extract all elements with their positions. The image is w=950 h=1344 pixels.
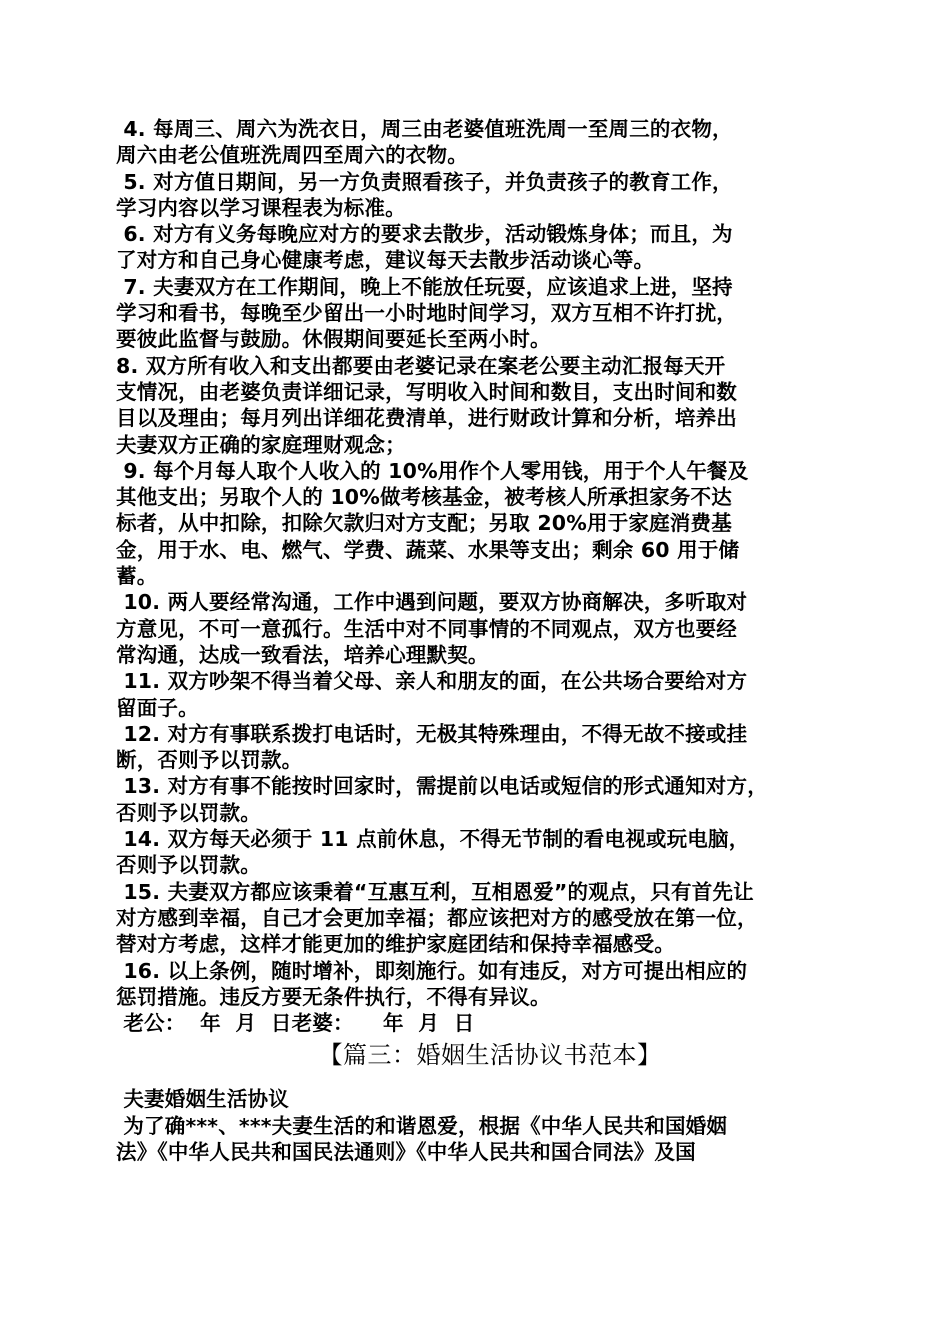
clause-13: 13. 对方有事不能按时回家时，需提前以电话或短信的形式通知对方， 否则予以罚款。 (116, 774, 768, 825)
document-body (116, 116, 844, 1165)
clause-4: 4. 每周三、周六为洗衣日，周三由老婆值班洗周一至周三的衣物， 周六由老公值班洗周四至周六的衣物。 (116, 117, 733, 168)
clause-10: 10. 两人要经常沟通，工作中遇到问题，要双方协商解决，多听取对 方意见，不可一意孤行。生活中对不同事情的不同观点，双方也要经 常沟通，达成一致看法，培养心理默契。 (116, 590, 748, 667)
agreement-intro: 为了确***、***夫妻生活的和谐恩爱，根据《中华人民共和国婚姻 法》《中华人民共和国民法通则》《中华人民共和国合同法》及国 (116, 1113, 728, 1164)
clause-11: 11. 双方吵架不得当着父母、亲人和朋友的面，在公共场合要给对方 留面子。 (116, 669, 748, 720)
clause-8: 8. 双方所有收入和支出都要由老婆记录在案老公要主动汇报每天开 支情况，由老婆负责详细记录，写明收入时间和数目，支出时间和数 目以及理由；每月列出详细花费清单，进行财政计算和分析，培养出 夫妻双方正确的家庭理财观念； (116, 353, 737, 457)
clause-7: 7. 夫妻双方在工作期间，晚上不能放任玩耍，应该追求上进，坚持 学习和看书，每晚至少留出一小时地时间学习，双方互相不许打扰， 要彼此监督与鼓励。休假期间要延长至两小时。 (116, 274, 737, 352)
spacer (116, 1072, 844, 1086)
clause-9: 9. 每个月每人取个人收入的 10%用作个人零用钱，用于个人午餐及 其他支出；另取个人的 10%做考核基金，被考核人所承担家务不达 标者，从中扣除，扣除欠款归对方支配；另取 20%用于家庭消费基 金，用于水、电、燃气、学费、蔬菜、水果等支出；剩余 60 用于储 蓄。 (116, 458, 749, 589)
clause-16: 16. 以上条例，随时增补，即刻施行。如有违反，对方可提出相应的 惩罚措施。违反方要无条件执行，不得有异议。 (116, 958, 748, 1009)
clause-6: 6. 对方有义务每晚应对方的要求去散步，活动锻炼身体；而且，为 了对方和自己身心健康考虑，建议每天去散步活动谈心等。 (116, 222, 733, 273)
section-title: 【篇三：婚姻生活协议书范本】 (318, 1041, 662, 1070)
clause-12: 12. 对方有事联系拨打电话时，无极其特殊理由，不得无故不接或挂 断，否则予以罚款。 (116, 721, 748, 773)
clause-15: 15. 夫妻双方都应该秉着“互惠互利，互相恩爱”的观点，只有首先让 对方感到幸福，自己才会更加幸福；都应该把对方的感受放在第一位， 替对方考虑，这样才能更加的维护家庭团结和保持幸福感受。 (116, 879, 758, 957)
agreement-title: 夫妻婚姻生活协议 (116, 1087, 289, 1112)
signature-line: 老公： 年 月 日老婆： 年 月 日 (116, 1011, 475, 1036)
clause-5: 5. 对方值日期间，另一方负责照看孩子，并负责孩子的教育工作， 学习内容以学习课程表为标准。 (116, 169, 733, 220)
clause-14: 14. 双方每天必须于 11 点前休息，不得无节制的看电视或玩电脑， 否则予以罚款。 (116, 827, 750, 878)
